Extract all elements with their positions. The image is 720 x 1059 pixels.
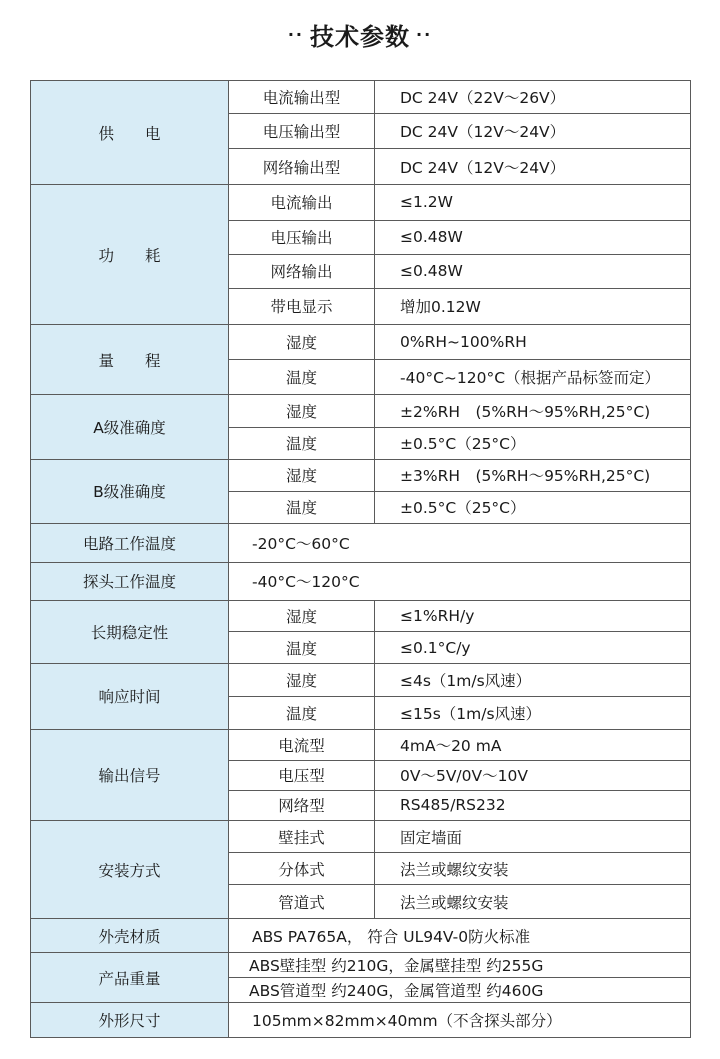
page-heading (0, 14, 720, 54)
category-cell: 量 程 (31, 324, 229, 394)
category-cell: 输出信号 (31, 729, 229, 820)
category-cell: 长期稳定性 (31, 601, 229, 664)
value-cell: ≤4s（1m/s风速） (375, 664, 691, 697)
subcategory-cell: 分体式 (229, 853, 375, 885)
category-cell: 外形尺寸 (31, 1002, 229, 1037)
subcategory-cell: 温度 (229, 491, 375, 523)
value-cell: 法兰或螺纹安装 (375, 853, 691, 885)
category-cell: 功 耗 (31, 185, 229, 325)
heading-dots-left: ·· (287, 24, 304, 44)
value-cell: 法兰或螺纹安装 (375, 885, 691, 919)
value-cell: ABS PA765A， 符合 UL94V-0防火标准 (229, 919, 691, 953)
subcategory-cell: 管道式 (229, 885, 375, 919)
subcategory-cell: 温度 (229, 360, 375, 395)
subcategory-cell: 电流输出 (229, 185, 375, 220)
subcategory-cell: 网络输出 (229, 254, 375, 288)
value-cell: 105mm×82mm×40mm（不含探头部分） (229, 1002, 691, 1037)
subcategory-cell: 电压型 (229, 760, 375, 790)
category-cell: 安装方式 (31, 820, 229, 918)
subcategory-cell: 温度 (229, 428, 375, 459)
table-row (31, 459, 691, 491)
value-cell: 4mA～20 mA (375, 729, 691, 760)
value-cell: RS485/RS232 (375, 790, 691, 820)
table-row (31, 523, 691, 562)
category-cell: 探头工作温度 (31, 562, 229, 600)
value-cell: ±0.5°C（25°C） (375, 491, 691, 523)
category-cell: 外壳材质 (31, 919, 229, 953)
value-cell: 0V～5V/0V～10V (375, 760, 691, 790)
table-row (31, 919, 691, 953)
subcategory-cell: 网络输出型 (229, 149, 375, 185)
subcategory-cell: 壁挂式 (229, 820, 375, 852)
subcategory-cell: 网络型 (229, 790, 375, 820)
category-cell: A级准确度 (31, 395, 229, 459)
value-cell: -40°C～120°C (229, 562, 691, 600)
table-row (31, 820, 691, 852)
table-row (31, 664, 691, 697)
value-cell: -20°C～60°C (229, 523, 691, 562)
value-cell: ≤0.1°C/y (375, 632, 691, 664)
table-row (31, 185, 691, 220)
value-cell: ≤0.48W (375, 254, 691, 288)
value-cell: ±2%RH (5%RH～95%RH,25°C) (375, 395, 691, 428)
subcategory-cell: 湿度 (229, 601, 375, 632)
value-cell: ABS管道型 约240G，金属管道型 约460G (229, 977, 691, 1002)
value-cell: ≤0.48W (375, 220, 691, 254)
subcategory-cell: 温度 (229, 632, 375, 664)
table-row (31, 81, 691, 114)
table-row (31, 395, 691, 428)
page-title: 技术参数 (310, 22, 410, 51)
value-cell: 增加0.12W (375, 288, 691, 324)
value-cell: ±3%RH (5%RH～95%RH,25°C) (375, 459, 691, 491)
subcategory-cell: 湿度 (229, 395, 375, 428)
category-cell: 供 电 (31, 81, 229, 185)
value-cell: DC 24V（12V～24V） (375, 114, 691, 149)
subcategory-cell: 电压输出 (229, 220, 375, 254)
subcategory-cell: 电压输出型 (229, 114, 375, 149)
table-row (31, 729, 691, 760)
value-cell: ≤1.2W (375, 185, 691, 220)
value-cell: DC 24V（12V～24V） (375, 149, 691, 185)
subcategory-cell: 电流型 (229, 729, 375, 760)
subcategory-cell: 湿度 (229, 324, 375, 359)
category-cell: 产品重量 (31, 953, 229, 1002)
value-cell: 0%RH~100%RH (375, 324, 691, 359)
value-cell: DC 24V（22V～26V） (375, 81, 691, 114)
table-row (31, 1002, 691, 1037)
value-cell: 固定墙面 (375, 820, 691, 852)
value-cell: ≤15s（1m/s风速） (375, 697, 691, 729)
value-cell: ≤1%RH/y (375, 601, 691, 632)
value-cell: ±0.5°C（25°C） (375, 428, 691, 459)
category-cell: 电路工作温度 (31, 523, 229, 562)
table-row (31, 562, 691, 600)
table-row (31, 601, 691, 632)
table-row (31, 953, 691, 977)
table-row (31, 324, 691, 359)
value-cell: -40°C~120°C（根据产品标签而定） (375, 360, 691, 395)
subcategory-cell: 电流输出型 (229, 81, 375, 114)
heading-dots-right: ·· (416, 24, 433, 44)
subcategory-cell: 带电显示 (229, 288, 375, 324)
subcategory-cell: 湿度 (229, 664, 375, 697)
category-cell: 响应时间 (31, 664, 229, 729)
spec-table (30, 80, 691, 1038)
category-cell: B级准确度 (31, 459, 229, 523)
value-cell: ABS壁挂型 约210G，金属壁挂型 约255G (229, 953, 691, 977)
subcategory-cell: 温度 (229, 697, 375, 729)
subcategory-cell: 湿度 (229, 459, 375, 491)
